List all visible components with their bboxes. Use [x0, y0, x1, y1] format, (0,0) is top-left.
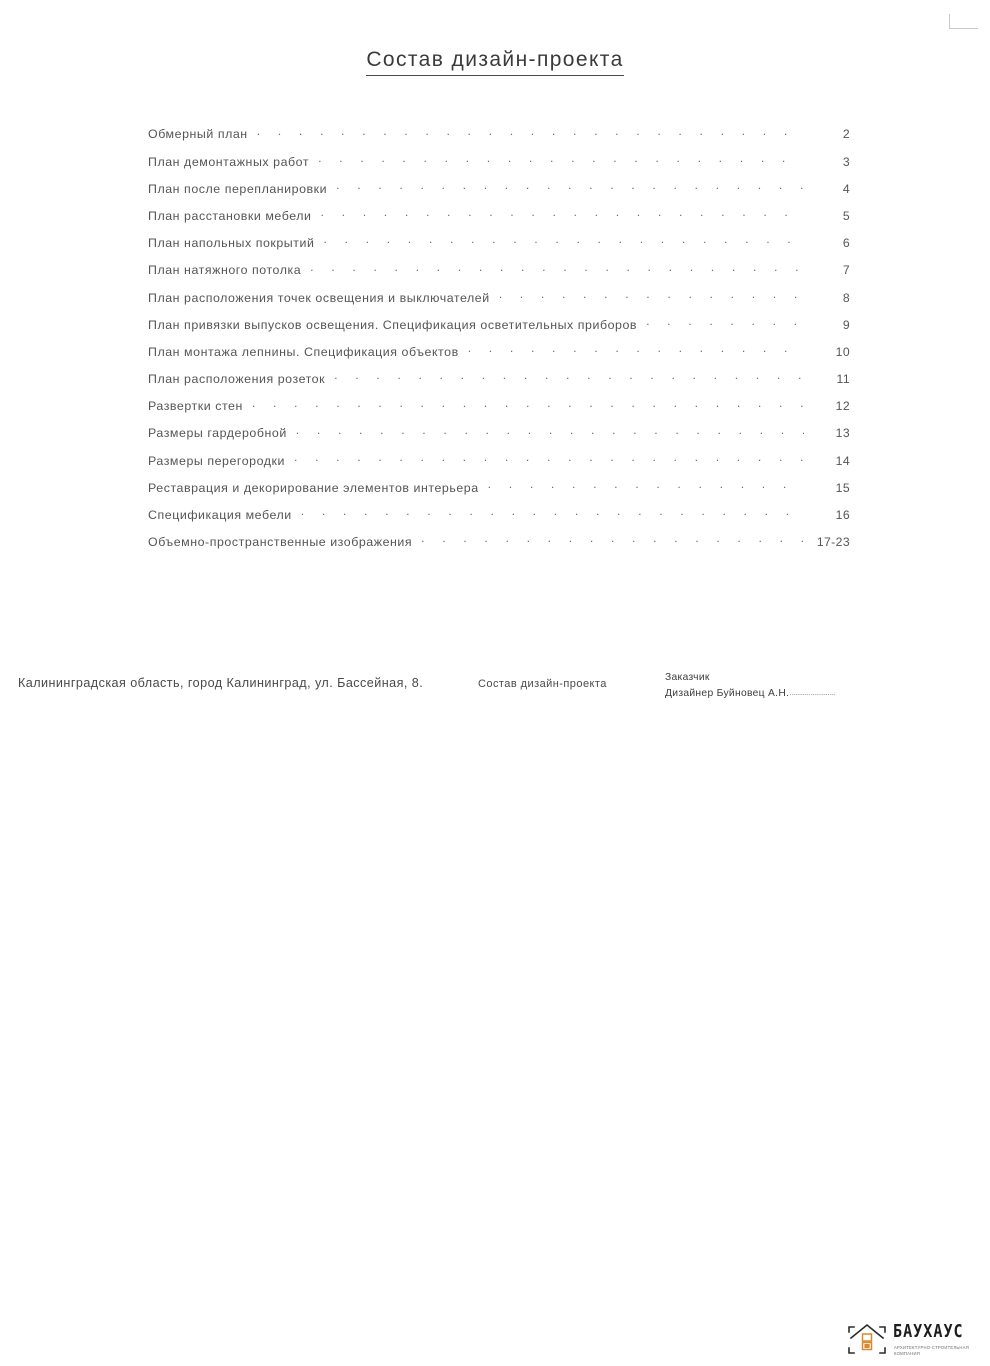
toc-entry-label: Размеры перегородки — [148, 453, 285, 468]
toc-entry-label: План привязки выпусков освещения. Спецификация осветительных приборов — [148, 317, 638, 332]
footer-sheet-name: Состав дизайн-проекта — [478, 678, 607, 690]
toc-entry-label: Спецификация мебели — [148, 508, 292, 523]
toc-entry-page: 8 — [842, 290, 850, 305]
toc-dot-leader — [336, 180, 804, 192]
toc-entry-page: 14 — [835, 453, 850, 468]
toc-entry-label: Размеры гардеробной — [148, 426, 287, 441]
toc-dot-leader — [334, 371, 804, 383]
toc-entry-page: 5 — [842, 208, 850, 223]
page-footer — [0, 660, 990, 1356]
toc-row[interactable] — [148, 344, 850, 371]
toc-entry-page: 4 — [842, 181, 850, 196]
designer-label: Дизайнер Буйновец А.Н. — [665, 688, 790, 699]
footer-address: Калининградская область, город Калининград, ул. Бассейная, 8. — [18, 676, 424, 690]
client-label: Заказчик — [665, 672, 710, 683]
toc-dot-leader — [323, 235, 804, 247]
toc-row[interactable] — [148, 262, 850, 289]
toc-dot-leader — [318, 153, 804, 165]
toc-dot-leader — [296, 425, 804, 437]
toc-entry-page: 11 — [836, 372, 850, 387]
toc-row[interactable] — [148, 316, 850, 343]
toc-entry-label: План расположения розеток — [148, 372, 326, 387]
toc-row[interactable] — [148, 452, 850, 479]
table-of-contents — [148, 126, 850, 561]
toc-dot-leader — [646, 316, 804, 328]
company-logo — [845, 1316, 985, 1366]
toc-dot-leader — [301, 507, 804, 519]
toc-dot-leader — [499, 289, 804, 301]
toc-entry-label: План расстановки мебели — [148, 208, 312, 223]
toc-entry-page: 3 — [842, 154, 850, 169]
toc-row[interactable] — [148, 153, 850, 180]
toc-entry-page: 10 — [835, 344, 850, 359]
toc-row[interactable] — [148, 398, 850, 425]
toc-row[interactable] — [148, 208, 850, 235]
toc-entry-page: 2 — [842, 127, 850, 142]
designer-row — [665, 685, 835, 701]
toc-entry-label: План монтажа лепнины. Спецификация объектов — [148, 344, 459, 359]
page-title-text: Состав дизайн-проекта — [366, 48, 623, 76]
toc-dot-leader — [321, 208, 804, 220]
toc-entry-label: Объемно-пространственные изображения — [148, 535, 413, 550]
toc-dot-leader — [294, 452, 804, 464]
toc-row[interactable] — [148, 425, 850, 452]
toc-entry-page: 15 — [835, 480, 850, 495]
toc-entry-label: План натяжного потолка — [148, 263, 302, 278]
toc-entry-page: 13 — [835, 426, 850, 441]
toc-entry-page: 17-23 — [816, 535, 850, 550]
toc-row[interactable] — [148, 479, 850, 506]
toc-dot-leader — [468, 344, 804, 356]
toc-row[interactable] — [148, 126, 850, 153]
toc-row[interactable] — [148, 180, 850, 207]
logo-tagline: АРХИТЕКТУРНО-СТРОИТЕЛЬНАЯ КОМПАНИЯ — [894, 1345, 970, 1356]
logo-wordmark: БАУХАУС — [893, 1322, 964, 1342]
toc-dot-leader — [257, 126, 804, 138]
toc-entry-label: Реставрация и декорирование элементов интерьера — [148, 480, 479, 495]
toc-row[interactable] — [148, 371, 850, 398]
toc-dot-leader — [252, 398, 804, 410]
page-title — [0, 48, 990, 76]
corner-registration-mark — [949, 14, 978, 29]
toc-entry-page: 9 — [842, 317, 850, 332]
footer-parties — [665, 671, 835, 701]
toc-entry-page: 6 — [842, 236, 850, 251]
toc-row[interactable] — [148, 534, 850, 561]
signature-line: ........................ — [789, 687, 835, 697]
toc-entry-label: План демонтажных работ — [148, 154, 310, 169]
toc-row[interactable] — [148, 289, 850, 316]
toc-entry-label: План после перепланировки — [148, 181, 328, 196]
toc-row[interactable] — [148, 235, 850, 262]
toc-row[interactable] — [148, 507, 850, 534]
toc-entry-label: Развертки стен — [148, 399, 243, 414]
toc-entry-page: 7 — [842, 263, 850, 278]
toc-entry-label: План расположения точек освещения и выключателей — [148, 290, 490, 305]
toc-entry-label: Обмерный план — [148, 127, 248, 142]
toc-entry-page: 16 — [835, 508, 850, 523]
toc-dot-leader — [421, 534, 804, 546]
toc-dot-leader — [310, 262, 804, 274]
toc-entry-label: План напольных покрытий — [148, 236, 315, 251]
house-logo-icon — [845, 1318, 889, 1362]
toc-entry-page: 12 — [835, 399, 850, 414]
toc-dot-leader — [488, 479, 804, 491]
